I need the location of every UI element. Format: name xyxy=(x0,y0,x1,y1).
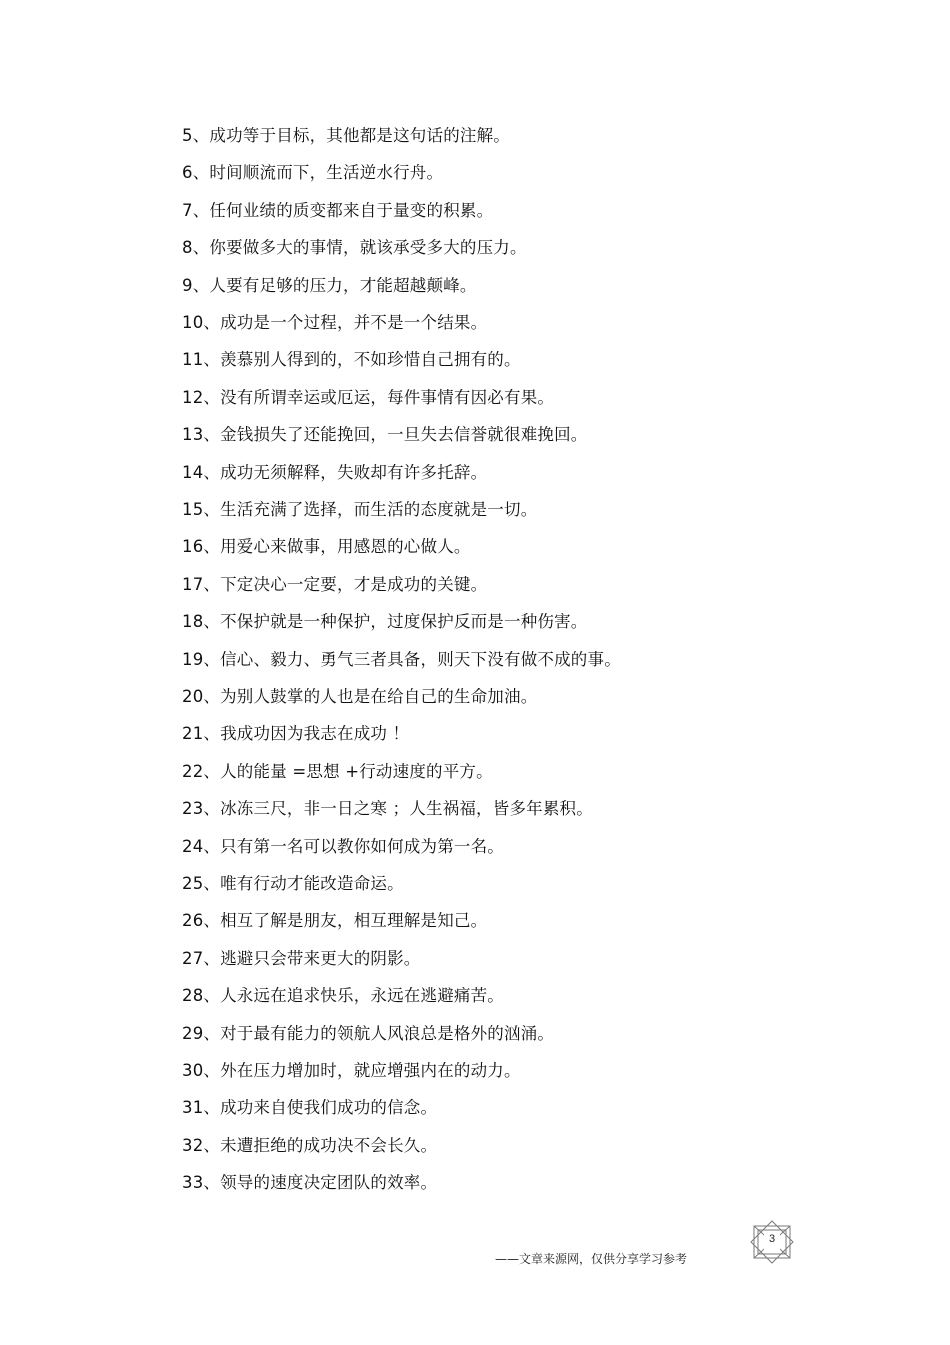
quote-line: 31、成功来自使我们成功的信念。 xyxy=(182,1098,438,1118)
quote-line: 8、你要做多大的事情，就该承受多大的压力。 xyxy=(182,238,527,258)
quote-line: 20、为别人鼓掌的人也是在给自己的生命加油。 xyxy=(182,687,538,706)
quote-line: 6、时间顺流而下，生活逆水行舟。 xyxy=(182,163,444,183)
quote-line: 29、对于最有能力的领航人风浪总是格外的汹涌。 xyxy=(182,1023,555,1043)
quote-line: 23、冰冻三尺，非一日之寒 ；人生祸福，皆多年累积。 xyxy=(182,799,593,819)
quote-line: 33、领导的速度决定团队的效率。 xyxy=(182,1173,438,1193)
quote-line: 32、未遭拒绝的成功决不会长久。 xyxy=(182,1135,438,1155)
quote-line: 26、相互了解是朋友，相互理解是知己。 xyxy=(182,911,488,931)
quote-line: 21、我成功因为我志在成功 ！ xyxy=(182,724,410,744)
quote-line: 13、金钱损失了还能挽回，一旦失去信誉就很难挽回。 xyxy=(182,425,588,445)
quote-line: 10、成功是一个过程，并不是一个结果。 xyxy=(182,313,488,332)
quote-line: 24、只有第一名可以教你如何成为第一名。 xyxy=(182,836,504,856)
footer-source-note: ——文章来源网，仅供分享学习参考 xyxy=(495,1252,688,1266)
page-number: 3 xyxy=(768,1233,776,1245)
quote-line: 22、人的能量 =思想 +行动速度的平方。 xyxy=(182,761,493,781)
quote-line: 7、任何业绩的质变都来自于量变的积累。 xyxy=(182,200,494,220)
quote-line: 27、逃避只会带来更大的阴影。 xyxy=(182,948,421,968)
quote-line: 9、人要有足够的压力，才能超越颠峰。 xyxy=(182,275,477,295)
page-number-badge xyxy=(748,1220,796,1264)
quote-line: 11、羡慕别人得到的，不如珍惜自己拥有的。 xyxy=(182,350,521,370)
quote-line: 17、下定决心一定要，才是成功的关键。 xyxy=(182,574,488,594)
quote-line: 25、唯有行动才能改造命运。 xyxy=(182,874,404,893)
quote-line: 30、外在压力增加时，就应增强内在的动力。 xyxy=(182,1061,521,1080)
quote-line: 5、成功等于目标，其他都是这句话的注解。 xyxy=(182,126,510,145)
quote-line: 14、成功无须解释，失败却有许多托辞。 xyxy=(182,462,488,482)
quote-line: 28、人永远在追求快乐，永远在逃避痛苦。 xyxy=(182,986,504,1006)
quote-line: 12、没有所谓幸运或厄运，每件事情有因必有果。 xyxy=(182,387,555,407)
quote-line: 19、信心、毅力、勇气三者具备，则天下没有做不成的事。 xyxy=(182,649,621,669)
quote-line: 16、用爱心来做事，用感恩的心做人。 xyxy=(182,537,471,557)
quote-line: 18、不保护就是一种保护，过度保护反而是一种伤害。 xyxy=(182,612,588,632)
quote-line: 15、生活充满了选择，而生活的态度就是一切。 xyxy=(182,500,538,519)
